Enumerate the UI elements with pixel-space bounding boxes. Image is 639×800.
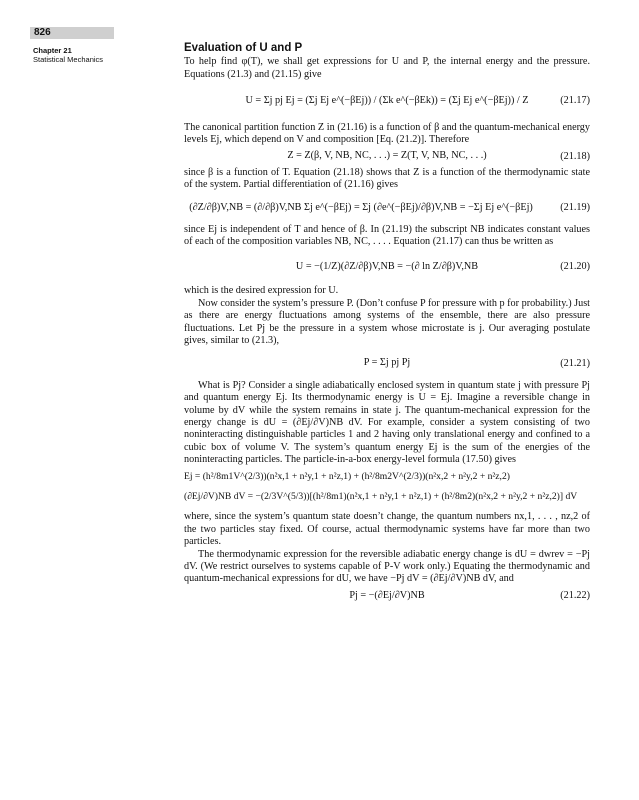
equation-text: Pj = −(∂Ej/∂V)NB <box>349 589 425 601</box>
equation-energy-derivative <box>184 487 590 507</box>
chapter-sidebar <box>33 46 103 64</box>
equation-text: Z = Z(β, V, NB, NC, . . .) = Z(T, V, NB, NC, . . .) <box>287 150 487 162</box>
equation-number: (21.22) <box>560 589 590 601</box>
paragraph-1: To help find φ(T), we shall get expressions for U and P, the internal energy and the pressure. Equations (21.3) and (21.15) give <box>184 56 590 80</box>
paragraph-9: The thermodynamic expression for the reversible adiabatic energy change is dU = dwrev = −Pj dV. (We restrict ourselves to systems capable of P-V work only.) Equating the thermodynamic and quantum-mechanical expressions for dU, we have −Pj dV = (∂Ej/∂V)NB dV, and <box>184 548 590 585</box>
paragraph-6: Now consider the system’s pressure P. (Don’t confuse P for pressure with p for probability.) Just as there are energy fluctuations among systems of the ensemble, there are also pressure fluctuations. Let Pj be the pressure in a system whose microstate is j. Our averaging postulate gives, similar to (21.3), <box>184 297 590 346</box>
paragraph-7: What is Pj? Consider a single adiabatically enclosed system in quantum state j with pressure Pj and quantum energy Ej. Its thermodynamic energy is U = Ej. Imagine a reversible change in volume by dV while the system remains in state j. The quantum-mechanical expression for the energy change is dU = (∂Ej/∂V)NB dV. For example, consider a system consisting of two noninteracting distinguishable particles 1 and 2 having only translational energy and confined to a cubic box of volume V. The system’s quantum energy Ej is the sum of the energies of the noninteracting particles. The particle-in-a-box energy-level formula (17.50) gives <box>184 379 590 466</box>
equation-energy-levels <box>184 471 590 483</box>
equation-number: (21.18) <box>560 150 590 162</box>
equation-number: (21.17) <box>560 95 590 107</box>
paragraph-3: since β is a function of T. Equation (21.18) shows that Z is a function of the thermodynamic state of the system. Partial differentiation of (21.16) gives <box>184 166 590 191</box>
equation-21-22 <box>184 590 590 602</box>
chapter-label: Chapter 21 <box>33 46 72 55</box>
equation-21-19 <box>184 196 590 220</box>
page-number: 826 <box>30 27 114 39</box>
equation-21-21 <box>184 351 590 375</box>
main-text <box>184 42 590 606</box>
paragraph-2: The canonical partition function Z in (21.16) is a function of β and the quantum-mechanical energy levels Ej, which depend on V and composition [Eq. (21.2)]. Therefore <box>184 121 590 146</box>
equation-21-20 <box>184 253 590 281</box>
equation-text: (∂Ej/∂V)NB dV = −(2/3V^(5/3))[(h²/8m1)(n²x,1 + n²y,1 + n²z,1) + (h²/8m2)(n²x,2 + n²y,2 + n²z,2)] dV <box>184 490 578 502</box>
equation-number: (21.19) <box>560 201 590 213</box>
equation-text: U = −(1/Z)(∂Z/∂β)V,NB = −(∂ ln Z/∂β)V,NB <box>295 260 479 272</box>
section-heading: Evaluation of U and P <box>184 42 303 54</box>
equation-text: U = Σj pj Ej = (Σj Ej e^(−βEj)) / (Σk e^(−βEk)) = (Σj Ej e^(−βEj)) / Z <box>245 95 529 107</box>
equation-number: (21.21) <box>560 357 590 369</box>
equation-number: (21.20) <box>560 260 590 272</box>
equation-text: Ej = (h²/8m1V^(2/3))(n²x,1 + n²y,1 + n²z,1) + (h²/8m2V^(2/3))(n²x,2 + n²y,2 + n²z,2) <box>184 470 510 482</box>
equation-21-18 <box>184 150 590 162</box>
chapter-title: Statistical Mechanics <box>33 55 104 64</box>
paragraph-4: since Ej is independent of T and hence of β. In (21.19) the subscript NB indicates constant values of each of the composition variables NB, NC, . . . . Equation (21.17) can thus be written as <box>184 224 590 248</box>
paragraph-8: where, since the system’s quantum state doesn’t change, the quantum numbers nx,1, . . . , nz,2 of the two particles stay fixed. Of course, actual thermodynamic systems have far more than two particles. <box>184 511 590 548</box>
equation-text: (∂Z/∂β)V,NB = (∂/∂β)V,NB Σj e^(−βEj) = Σj (∂e^(−βEj)/∂β)V,NB = −Σj Ej e^(−βEj) <box>189 201 533 213</box>
paragraph-5: which is the desired expression for U. <box>184 285 339 297</box>
equation-21-17 <box>184 85 590 117</box>
equation-text: P = Σj pj Pj <box>363 357 411 369</box>
